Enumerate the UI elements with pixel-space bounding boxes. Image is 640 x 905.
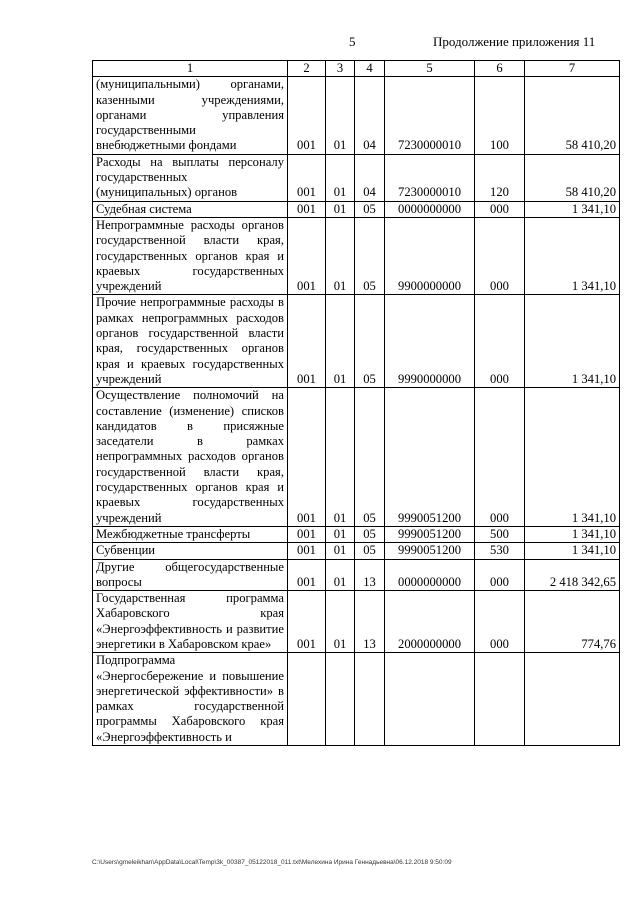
cell-target: 9990051200 (385, 526, 475, 542)
cell-target: 0000000000 (385, 201, 475, 217)
cell-amount: 58 410,20 (525, 77, 620, 154)
cell-code: 001 (288, 543, 326, 559)
cell-amount: 58 410,20 (525, 154, 620, 201)
cell-target: 9990051200 (385, 388, 475, 527)
cell-code (288, 653, 326, 746)
row-name: Судебная система (93, 201, 288, 217)
cell-amount: 2 418 342,65 (525, 559, 620, 591)
cell-subsection: 04 (355, 77, 385, 154)
cell-amount: 1 341,10 (525, 201, 620, 217)
cell-subsection: 04 (355, 154, 385, 201)
cell-section: 01 (326, 591, 355, 653)
cell-section: 01 (326, 388, 355, 527)
row-name: (муниципальными) органами, казенными учреждениями, органами управления государственными внебюджетными фондами (93, 77, 288, 154)
cell-subsection: 13 (355, 559, 385, 591)
cell-target: 9990051200 (385, 543, 475, 559)
row-name: Государственная программа Хабаровского края «Энергоэффективность и развитие энергетики в Хабаровском крае» (93, 591, 288, 653)
cell-type: 000 (475, 591, 525, 653)
cell-section: 01 (326, 559, 355, 591)
cell-section: 01 (326, 543, 355, 559)
page-number: 5 (349, 34, 356, 49)
column-header: 1 (93, 61, 288, 77)
row-name: Прочие непрограммные расходы в рамках непрограммных расходов органов государственной власти края, государственных органов края и краевых государственных учреждений (93, 295, 288, 388)
budget-table (92, 60, 620, 746)
column-header: 5 (385, 61, 475, 77)
cell-code: 001 (288, 77, 326, 154)
cell-section: 01 (326, 154, 355, 201)
cell-target: 7230000010 (385, 77, 475, 154)
cell-target: 7230000010 (385, 154, 475, 201)
cell-section (326, 653, 355, 746)
cell-code: 001 (288, 217, 326, 294)
row-name: Расходы на выплаты персоналу государственных (муниципальных) органов (93, 154, 288, 201)
cell-code: 001 (288, 295, 326, 388)
cell-target (385, 653, 475, 746)
table-row (93, 543, 620, 559)
cell-target: 9990000000 (385, 295, 475, 388)
cell-type: 120 (475, 154, 525, 201)
column-header: 4 (355, 61, 385, 77)
cell-type (475, 653, 525, 746)
cell-type: 100 (475, 77, 525, 154)
cell-code: 001 (288, 201, 326, 217)
cell-section: 01 (326, 201, 355, 217)
cell-code: 001 (288, 559, 326, 591)
table-row (93, 388, 620, 527)
cell-section: 01 (326, 77, 355, 154)
continuation-title: Продолжение приложения 11 (433, 34, 596, 49)
cell-section: 01 (326, 526, 355, 542)
cell-type: 000 (475, 388, 525, 527)
cell-target: 0000000000 (385, 559, 475, 591)
cell-amount: 1 341,10 (525, 217, 620, 294)
cell-amount: 1 341,10 (525, 388, 620, 527)
row-name: Осуществление полномочий на составление (изменение) списков кандидатов в присяжные заседатели в рамках непрограммных расходов органов государственной власти края, государственных органов края и краевых государственных учреждений (93, 388, 288, 527)
cell-target: 9900000000 (385, 217, 475, 294)
cell-subsection: 13 (355, 591, 385, 653)
cell-section: 01 (326, 295, 355, 388)
row-name: Другие общегосударственные вопросы (93, 559, 288, 591)
column-header: 6 (475, 61, 525, 77)
table-row (93, 201, 620, 217)
cell-subsection: 05 (355, 295, 385, 388)
file-path-footer: C:\Users\gmeleikhan\AppData\Local\Temp\3k_00387_05122018_011.txt\Мелехина Ирина Геннадьевна\06.12.2018 9:50:09 (92, 859, 452, 866)
cell-code: 001 (288, 526, 326, 542)
table-row (93, 295, 620, 388)
cell-code: 001 (288, 591, 326, 653)
cell-amount: 1 341,10 (525, 543, 620, 559)
cell-amount: 1 341,10 (525, 295, 620, 388)
table-row (93, 154, 620, 201)
cell-subsection: 05 (355, 388, 385, 527)
cell-subsection: 05 (355, 217, 385, 294)
cell-code: 001 (288, 154, 326, 201)
table-row (93, 526, 620, 542)
table-row (93, 559, 620, 591)
cell-section: 01 (326, 217, 355, 294)
row-name: Субвенции (93, 543, 288, 559)
table-row (93, 653, 620, 746)
row-name: Подпрограмма «Энергосбережение и повышение энергетической эффективности» в рамках государственной программы Хабаровского края «Энергоэффективность и (93, 653, 288, 746)
cell-amount: 1 341,10 (525, 526, 620, 542)
table-row (93, 217, 620, 294)
row-name: Непрограммные расходы органов государственной власти края, государственных органов края и краевых государственных учреждений (93, 217, 288, 294)
table-row (93, 77, 620, 154)
table-row (93, 591, 620, 653)
cell-type: 530 (475, 543, 525, 559)
cell-amount (525, 653, 620, 746)
table-header-row (93, 61, 620, 77)
column-header: 7 (525, 61, 620, 77)
cell-amount: 774,76 (525, 591, 620, 653)
column-header: 2 (288, 61, 326, 77)
cell-type: 000 (475, 295, 525, 388)
cell-subsection: 05 (355, 526, 385, 542)
column-header: 3 (326, 61, 355, 77)
row-name: Межбюджетные трансферты (93, 526, 288, 542)
cell-code: 001 (288, 388, 326, 527)
cell-type: 500 (475, 526, 525, 542)
cell-type: 000 (475, 217, 525, 294)
cell-subsection (355, 653, 385, 746)
cell-type: 000 (475, 201, 525, 217)
cell-subsection: 05 (355, 201, 385, 217)
cell-target: 2000000000 (385, 591, 475, 653)
cell-type: 000 (475, 559, 525, 591)
cell-subsection: 05 (355, 543, 385, 559)
